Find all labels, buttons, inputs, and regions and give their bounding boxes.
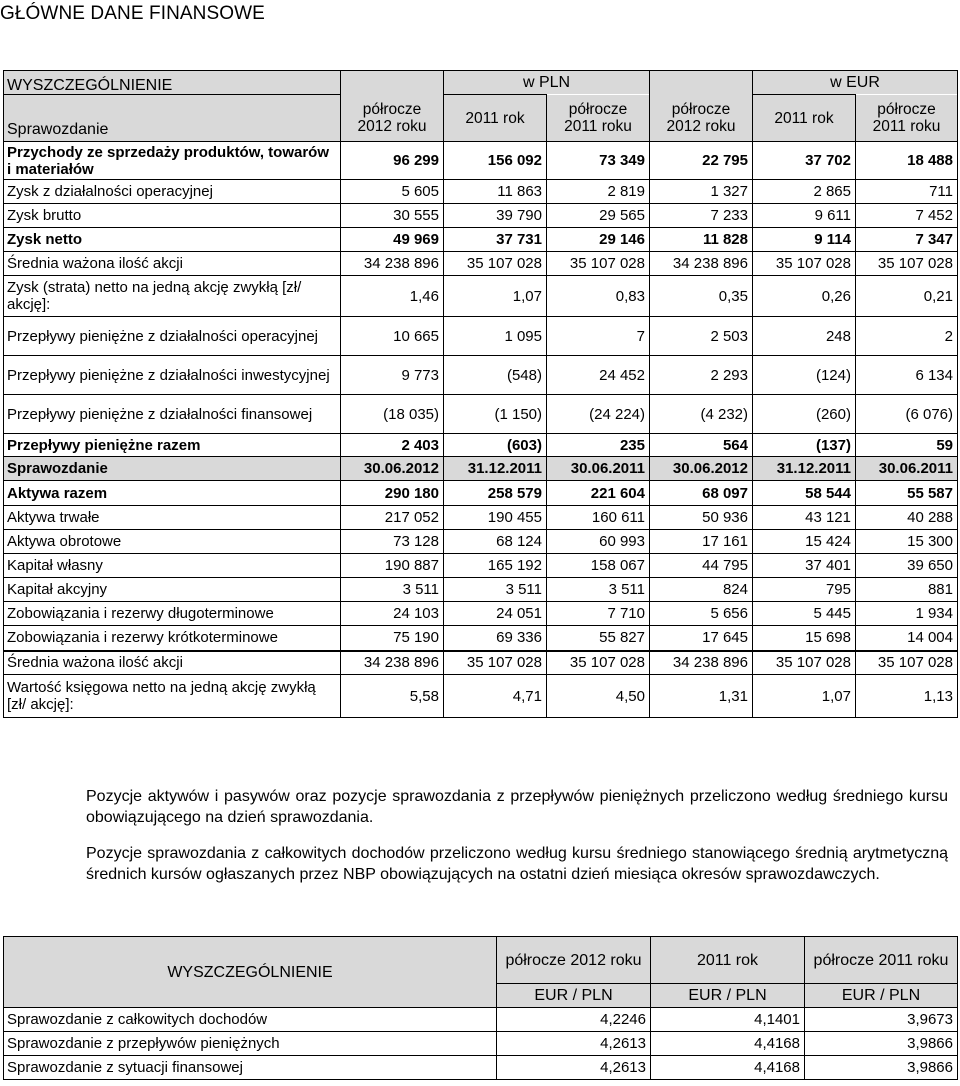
table-cell: (24 224)	[547, 395, 650, 434]
table-cell: 795	[753, 578, 856, 602]
table-cell: 7 710	[547, 602, 650, 626]
table-cell: 59	[856, 434, 958, 457]
table-row	[4, 578, 958, 602]
table-cell: 7 347	[856, 228, 958, 252]
table-cell: 58 544	[753, 481, 856, 506]
table-cell: 221 604	[547, 481, 650, 506]
table-cell: 34 238 896	[650, 651, 753, 675]
table-cell: 4,4168	[651, 1056, 805, 1080]
table-cell: 29 146	[547, 228, 650, 252]
row-label: Średnia ważona ilość akcji	[4, 651, 341, 675]
table-cell: (137)	[753, 434, 856, 457]
table-cell: 30.06.2011	[856, 457, 958, 481]
table-cell: (4 232)	[650, 395, 753, 434]
column-header: 2011 rok	[753, 95, 856, 142]
table-cell: (18 035)	[341, 395, 444, 434]
table-cell: 37 702	[753, 142, 856, 180]
row-label: Zobowiązania i rezerwy długoterminowe	[4, 602, 341, 626]
table-cell: 1 327	[650, 180, 753, 204]
row-label: Zobowiązania i rezerwy krótkoterminowe	[4, 626, 341, 651]
row-label: Zysk netto	[4, 228, 341, 252]
table-cell: 49 969	[341, 228, 444, 252]
header-group-eur: w EUR	[753, 71, 958, 95]
unit-header: EUR / PLN	[651, 984, 805, 1008]
table-cell: 7 233	[650, 204, 753, 228]
table-row	[4, 626, 958, 651]
table-cell: 824	[650, 578, 753, 602]
table-cell: (260)	[753, 395, 856, 434]
table-cell: 31.12.2011	[444, 457, 547, 481]
table-cell: 35 107 028	[753, 651, 856, 675]
table-cell: 35 107 028	[547, 252, 650, 276]
exchange-rates-table	[3, 936, 958, 1080]
note-paragraph: Pozycje sprawozdania z całkowitych dochodów przeliczono według kursu średniego stanowiącego średnią arytmetyczną średnich kursów ogłaszanych przez NBP obowiązujących na ostatni dzień miesiąca okresów sprawozdawczych.	[86, 845, 948, 883]
table-cell: 18 488	[856, 142, 958, 180]
table-cell: 2 865	[753, 180, 856, 204]
table-cell: 1,07	[753, 675, 856, 718]
header-row-columns	[4, 95, 958, 142]
row-label: Przychody ze sprzedaży produktów, towarów i materiałów	[4, 142, 341, 180]
table-cell: 2 819	[547, 180, 650, 204]
column-header: półrocze 2012 roku	[650, 95, 753, 142]
table-row	[4, 1008, 958, 1032]
column-header: półrocze 2011 roku	[805, 937, 958, 984]
table-cell: 68 124	[444, 530, 547, 554]
table-cell: 3 511	[547, 578, 650, 602]
column-header: półrocze 2012 roku	[497, 937, 651, 984]
table-cell: 60 993	[547, 530, 650, 554]
table-row	[4, 651, 958, 675]
table-cell: 29 565	[547, 204, 650, 228]
table-cell: 24 103	[341, 602, 444, 626]
table-cell: 0,83	[547, 276, 650, 317]
table-cell: 5 605	[341, 180, 444, 204]
table-cell: 3,9673	[805, 1008, 958, 1032]
row-label: Zysk z działalności operacyjnej	[4, 180, 341, 204]
table-cell: 881	[856, 578, 958, 602]
table-cell: 96 299	[341, 142, 444, 180]
table-cell: 3 511	[341, 578, 444, 602]
table-cell: 7	[547, 317, 650, 356]
table-cell: 15 424	[753, 530, 856, 554]
section-row-sprawozdanie	[4, 457, 958, 481]
table-cell: 6 134	[856, 356, 958, 395]
table-cell: 30.06.2012	[341, 457, 444, 481]
column-header: półrocze 2012 roku	[341, 95, 444, 142]
rates-header-wyszczegolnienie: WYSZCZEGÓLNIENIE	[4, 937, 497, 1008]
table-cell: 9 773	[341, 356, 444, 395]
row-label: Sprawozdanie z przepływów pieniężnych	[4, 1032, 497, 1056]
table-cell: 160 611	[547, 506, 650, 530]
table-cell: 0,26	[753, 276, 856, 317]
table-cell: (603)	[444, 434, 547, 457]
table-cell: 35 107 028	[444, 651, 547, 675]
table-cell: 4,4168	[651, 1032, 805, 1056]
table-cell: 35 107 028	[444, 252, 547, 276]
table-cell: 30.06.2011	[547, 457, 650, 481]
table-cell: 55 827	[547, 626, 650, 651]
row-label: Wartość księgowa netto na jedną akcję zwykłą [zł/ akcję]:	[4, 675, 341, 718]
row-label: Zysk (strata) netto na jedną akcję zwykłą [zł/ akcję]:	[4, 276, 341, 317]
table-cell: 158 067	[547, 554, 650, 578]
table-cell: 2 403	[341, 434, 444, 457]
table-cell: 75 190	[341, 626, 444, 651]
table-cell: 73 349	[547, 142, 650, 180]
page-title: GŁÓWNE DANE FINANSOWE	[0, 3, 265, 24]
table-cell: 30.06.2012	[650, 457, 753, 481]
column-header: półrocze 2011 roku	[856, 95, 958, 142]
row-label: Przepływy pieniężne z działalności operacyjnej	[4, 317, 341, 356]
table-cell: 0,21	[856, 276, 958, 317]
table-cell: 7 452	[856, 204, 958, 228]
table-cell: 10 665	[341, 317, 444, 356]
row-label: Aktywa obrotowe	[4, 530, 341, 554]
table-row	[4, 434, 958, 457]
main-financial-table	[3, 70, 958, 718]
table-cell: 3,9866	[805, 1032, 958, 1056]
unit-header: EUR / PLN	[497, 984, 651, 1008]
table-cell: 34 238 896	[341, 651, 444, 675]
column-header: 2011 rok	[651, 937, 805, 984]
table-cell: 17 645	[650, 626, 753, 651]
table-cell: 5 445	[753, 602, 856, 626]
table-cell: 258 579	[444, 481, 547, 506]
table-cell: 248	[753, 317, 856, 356]
table-cell: 9 114	[753, 228, 856, 252]
table-cell: 2	[856, 317, 958, 356]
row-label: Aktywa trwałe	[4, 506, 341, 530]
table-cell: 17 161	[650, 530, 753, 554]
table-cell: 50 936	[650, 506, 753, 530]
table-cell: 73 128	[341, 530, 444, 554]
table-cell: 40 288	[856, 506, 958, 530]
table-cell: (548)	[444, 356, 547, 395]
row-label: Sprawozdanie z całkowitych dochodów	[4, 1008, 497, 1032]
table-cell: 1 934	[856, 602, 958, 626]
table-cell: 11 828	[650, 228, 753, 252]
table-cell: 2 503	[650, 317, 753, 356]
table-cell: 190 887	[341, 554, 444, 578]
note-paragraph: Pozycje aktywów i pasywów oraz pozycje sprawozdania z przepływów pieniężnych przeliczono według średniego kursu obowiązującego na dzień sprawozdania.	[86, 788, 948, 826]
table-cell: 165 192	[444, 554, 547, 578]
table-cell: 11 863	[444, 180, 547, 204]
table-cell: 9 611	[753, 204, 856, 228]
table-cell: 5 656	[650, 602, 753, 626]
table-cell: 4,71	[444, 675, 547, 718]
row-label: Kapitał własny	[4, 554, 341, 578]
table-cell: 69 336	[444, 626, 547, 651]
table-cell: 15 698	[753, 626, 856, 651]
table-cell: 156 092	[444, 142, 547, 180]
table-row	[4, 1056, 958, 1080]
table-row	[4, 180, 958, 204]
table-cell: 22 795	[650, 142, 753, 180]
table-row	[4, 481, 958, 506]
table-cell: 190 455	[444, 506, 547, 530]
table-cell: 217 052	[341, 506, 444, 530]
table-cell: 55 587	[856, 481, 958, 506]
table-cell: 1,07	[444, 276, 547, 317]
table-cell: 4,2613	[497, 1056, 651, 1080]
table-cell: 235	[547, 434, 650, 457]
row-label: Sprawozdanie z sytuacji finansowej	[4, 1056, 497, 1080]
header-wyszczegolnienie: WYSZCZEGÓLNIENIE	[4, 71, 341, 95]
table-cell: 43 121	[753, 506, 856, 530]
row-label: Zysk brutto	[4, 204, 341, 228]
table-cell: 2 293	[650, 356, 753, 395]
table-row	[4, 276, 958, 317]
table-cell: 35 107 028	[856, 252, 958, 276]
table-row	[4, 1032, 958, 1056]
table-cell: 290 180	[341, 481, 444, 506]
table-cell: 3,9866	[805, 1056, 958, 1080]
table-cell: 4,2613	[497, 1032, 651, 1056]
table-cell: 68 097	[650, 481, 753, 506]
table-cell: 564	[650, 434, 753, 457]
table-cell: 35 107 028	[753, 252, 856, 276]
table-cell: 35 107 028	[547, 651, 650, 675]
row-label: Przepływy pieniężne z działalności finansowej	[4, 395, 341, 434]
table-cell: (1 150)	[444, 395, 547, 434]
table-cell: 35 107 028	[856, 651, 958, 675]
table-row	[4, 530, 958, 554]
column-header: półrocze 2011 roku	[547, 95, 650, 142]
table-cell: 5,58	[341, 675, 444, 718]
table-row	[4, 554, 958, 578]
table-cell: 1,46	[341, 276, 444, 317]
table-row	[4, 142, 958, 180]
table-row	[4, 602, 958, 626]
table-cell: 3 511	[444, 578, 547, 602]
table-cell: (6 076)	[856, 395, 958, 434]
table-cell: 30 555	[341, 204, 444, 228]
header-row-groups	[4, 71, 958, 95]
table-row	[4, 675, 958, 718]
row-label: Przepływy pieniężne razem	[4, 434, 341, 457]
rates-header-row	[4, 937, 958, 984]
row-label: Kapitał akcyjny	[4, 578, 341, 602]
table-row	[4, 506, 958, 530]
table-cell: 1,31	[650, 675, 753, 718]
table-cell: 31.12.2011	[753, 457, 856, 481]
unit-header: EUR / PLN	[805, 984, 958, 1008]
table-cell: 15 300	[856, 530, 958, 554]
row-label: Średnia ważona ilość akcji	[4, 252, 341, 276]
table-cell: 37 731	[444, 228, 547, 252]
table-cell: 4,1401	[651, 1008, 805, 1032]
table-cell: 39 790	[444, 204, 547, 228]
table-cell: 1,13	[856, 675, 958, 718]
table-row	[4, 228, 958, 252]
table-row	[4, 356, 958, 395]
header-sprawozdanie: Sprawozdanie	[4, 95, 341, 142]
table-cell: 44 795	[650, 554, 753, 578]
table-cell: 1 095	[444, 317, 547, 356]
row-label: Sprawozdanie	[4, 457, 341, 481]
table-row	[4, 395, 958, 434]
table-cell: 0,35	[650, 276, 753, 317]
table-cell: 24 051	[444, 602, 547, 626]
table-row	[4, 204, 958, 228]
table-cell: 37 401	[753, 554, 856, 578]
table-row	[4, 252, 958, 276]
table-cell: 34 238 896	[650, 252, 753, 276]
table-cell: 34 238 896	[341, 252, 444, 276]
row-label: Aktywa razem	[4, 481, 341, 506]
row-label: Przepływy pieniężne z działalności inwestycyjnej	[4, 356, 341, 395]
column-header: 2011 rok	[444, 95, 547, 142]
table-cell: 14 004	[856, 626, 958, 651]
table-cell: 4,50	[547, 675, 650, 718]
table-cell: 4,2246	[497, 1008, 651, 1032]
table-cell: 24 452	[547, 356, 650, 395]
table-cell: 39 650	[856, 554, 958, 578]
header-group-pln: w PLN	[444, 71, 650, 95]
table-cell: (124)	[753, 356, 856, 395]
table-row	[4, 317, 958, 356]
table-cell: 711	[856, 180, 958, 204]
